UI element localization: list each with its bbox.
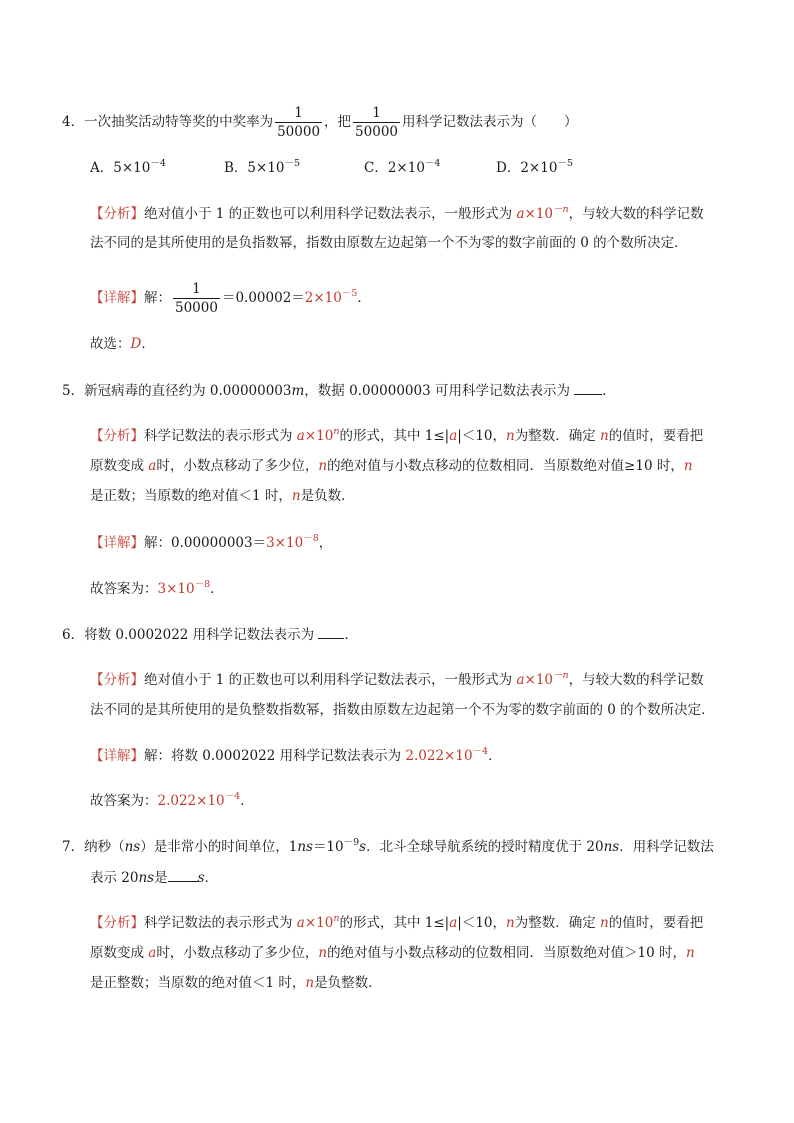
- q5-analysis-line-3: 是正数；当原数的绝对值＜1 时，n是负数．: [90, 488, 355, 504]
- q7-stem-line-1: 7．纳秒（ns）是非常小的时间单位，$1ns=10^{-9}s$．北斗全球导航系统的授时精度优于 20ns．用科学记数法: [62, 837, 714, 855]
- q4-option-a: A．$5\times 10^{-4}$: [90, 158, 166, 176]
- q4-stem: 4．一次抽奖活动特等奖的中奖率为 $\frac{1}{50000}$ ，把 $\frac{1}{50000}$ 用科学记数法表示为（ ）: [62, 105, 578, 140]
- q6-detail: 【详解】解：将数 0.0002022 用科学记数法表示为 $2.022\times 10^{-4}$．: [90, 746, 502, 764]
- q5-number: 5．: [62, 383, 85, 399]
- q4-answer: 故选：D．: [90, 336, 155, 352]
- q5-stem: 5．新冠病毒的直径约为 0.00000003m，数据 0.00000003 可用科学记数法表示为 ．: [62, 380, 616, 401]
- q4-option-c: C．$2\times 10^{-4}$: [364, 158, 441, 176]
- q5-answer-blank: [574, 380, 602, 395]
- q4-fraction-2: $\frac{1}{50000}$: [355, 105, 398, 140]
- q6-answer-blank: [318, 624, 344, 639]
- q6-number: 6．: [62, 627, 85, 643]
- q4-analysis-line-2: 法不同的是其所使用的是负指数幂，指数由原数左边起第一个不为零的数字前面的 0 的个数所决定．: [90, 235, 688, 251]
- q4-fraction-1: $\frac{1}{50000}$: [277, 105, 321, 140]
- q5-answer: 故答案为：$3\times 10^{-8}$．: [90, 579, 224, 597]
- detail-tag: 【详解】: [90, 290, 144, 306]
- q4-analysis-line-1: 【分析】绝对值小于 1 的正数也可以利用科学记数法表示，一般形式为 $a\times 10^{-n}$，与较大数的科学记数: [90, 204, 704, 222]
- q5-analysis-line-2: 原数变成 a时，小数点移动了多少位，n的绝对值与小数点移动的位数相同．当原数绝对值≥10 时，n: [90, 458, 693, 474]
- q4-option-d: D．$2\times 10^{-5}$: [496, 158, 573, 176]
- q6-stem: 6．将数 0.0002022 用科学记数法表示为 ．: [62, 624, 358, 645]
- q5-analysis-line-1: 【分析】科学记数法的表示形式为 $a\times 10^n$的形式，其中 1≤|a|＜10，n为整数．确定 n的值时，要看把: [90, 426, 704, 444]
- q6-analysis-line-2: 法不同的是其所使用的是负整数指数幂，指数由原数左边起第一个不为零的数字前面的 0 的个数所决定．: [90, 702, 715, 718]
- q4-option-b: B．$5\times 10^{-5}$: [224, 158, 301, 176]
- q7-analysis-line-3: 是正整数；当原数的绝对值＜1 时，n是负整数．: [90, 975, 382, 991]
- q7-analysis-line-2: 原数变成 a时，小数点移动了多少位，n的绝对值与小数点移动的位数相同．当原数绝对值＞10 时，n: [90, 945, 695, 961]
- q7-answer-blank: [168, 867, 198, 882]
- q7-number: 7．: [62, 839, 85, 855]
- q4-detail: 【详解】解： $\frac{1}{50000}$ $=0.00002=2\times 10^{-5}$．: [90, 281, 371, 316]
- analysis-tag: 【分析】: [90, 206, 144, 222]
- q6-answer: 故答案为：$2.022\times 10^{-4}$．: [90, 791, 254, 809]
- q6-analysis-line-1: 【分析】绝对值小于 1 的正数也可以利用科学记数法表示，一般形式为 $a\times 10^{-n}$，与较大数的科学记数: [90, 670, 704, 688]
- q4-number: 4．: [62, 114, 85, 130]
- q7-analysis-line-1: 【分析】科学记数法的表示形式为 $a\times 10^n$的形式，其中 1≤|a|＜10，n为整数．确定 n的值时，要看把: [90, 913, 704, 931]
- q7-stem-line-2: 表示 20ns是 s．: [90, 867, 218, 888]
- q5-detail: 【详解】解：$0.00000003=3\times 10^{-8}$，: [90, 533, 333, 551]
- q4-detail-fraction: $\frac{1}{50000}$: [175, 281, 218, 316]
